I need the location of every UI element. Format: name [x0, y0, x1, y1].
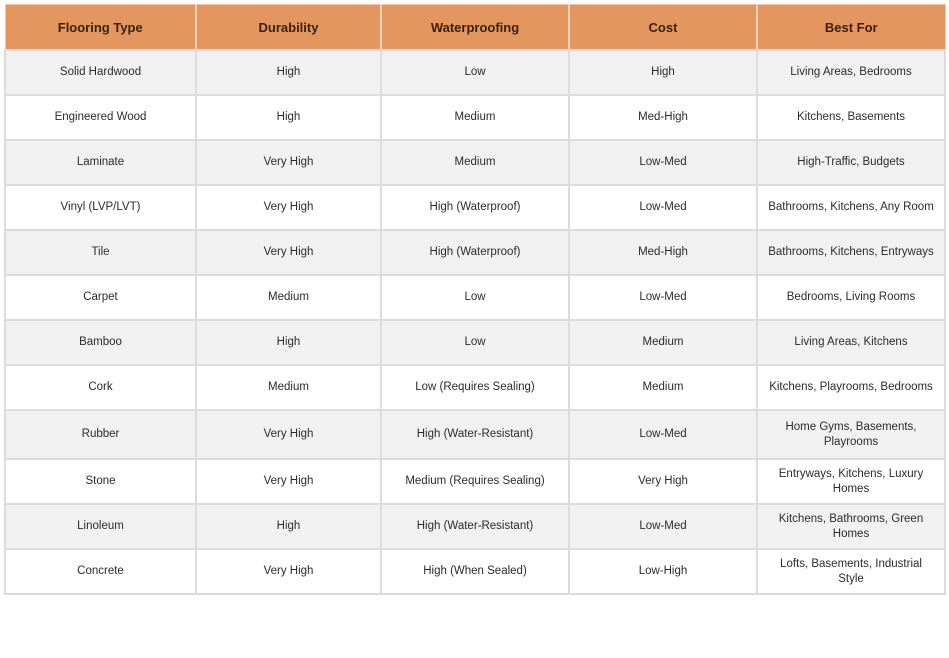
column-header-flooring-type: Flooring Type — [5, 5, 196, 51]
cell-flooring-type: Engineered Wood — [5, 95, 196, 140]
table-row — [5, 459, 945, 504]
table-row — [5, 365, 945, 410]
cell-best-for: Entryways, Kitchens, Luxury Homes — [757, 459, 945, 504]
cell-durability: Medium — [196, 365, 381, 410]
cell-waterproofing: Medium — [381, 95, 569, 140]
cell-flooring-type: Solid Hardwood — [5, 50, 196, 95]
cell-waterproofing: Low — [381, 275, 569, 320]
cell-best-for: Living Areas, Bedrooms — [757, 50, 945, 95]
cell-durability: Very High — [196, 185, 381, 230]
cell-durability: Very High — [196, 410, 381, 459]
cell-flooring-type: Tile — [5, 230, 196, 275]
cell-cost: Low-Med — [569, 275, 757, 320]
cell-waterproofing: High (Waterproof) — [381, 230, 569, 275]
cell-waterproofing: Low (Requires Sealing) — [381, 365, 569, 410]
table-row — [5, 410, 945, 459]
cell-flooring-type: Stone — [5, 459, 196, 504]
cell-cost: Medium — [569, 320, 757, 365]
cell-durability: Very High — [196, 140, 381, 185]
cell-durability: High — [196, 50, 381, 95]
cell-waterproofing: High (Waterproof) — [381, 185, 569, 230]
cell-best-for: Kitchens, Bathrooms, Green Homes — [757, 504, 945, 549]
cell-best-for: Bathrooms, Kitchens, Entryways — [757, 230, 945, 275]
cell-durability: High — [196, 320, 381, 365]
cell-cost: Med-High — [569, 95, 757, 140]
table-row — [5, 549, 945, 594]
column-header-durability: Durability — [196, 5, 381, 51]
cell-best-for: Lofts, Basements, Industrial Style — [757, 549, 945, 594]
cell-flooring-type: Linoleum — [5, 504, 196, 549]
cell-cost: Med-High — [569, 230, 757, 275]
cell-best-for: Home Gyms, Basements, Playrooms — [757, 410, 945, 459]
cell-durability: High — [196, 504, 381, 549]
cell-flooring-type: Concrete — [5, 549, 196, 594]
cell-durability: Very High — [196, 230, 381, 275]
cell-flooring-type: Cork — [5, 365, 196, 410]
cell-flooring-type: Rubber — [5, 410, 196, 459]
cell-cost: Medium — [569, 365, 757, 410]
cell-waterproofing: Low — [381, 50, 569, 95]
table-row — [5, 50, 945, 95]
cell-waterproofing: High (When Sealed) — [381, 549, 569, 594]
cell-waterproofing: High (Water-Resistant) — [381, 410, 569, 459]
cell-durability: Medium — [196, 275, 381, 320]
cell-best-for: Kitchens, Playrooms, Bedrooms — [757, 365, 945, 410]
table-row — [5, 504, 945, 549]
column-header-cost: Cost — [569, 5, 757, 51]
cell-durability: High — [196, 95, 381, 140]
cell-cost: Low-Med — [569, 185, 757, 230]
table-row — [5, 185, 945, 230]
flooring-comparison-table — [4, 4, 946, 595]
cell-flooring-type: Carpet — [5, 275, 196, 320]
cell-cost: Low-Med — [569, 504, 757, 549]
cell-best-for: Bedrooms, Living Rooms — [757, 275, 945, 320]
table-row — [5, 95, 945, 140]
cell-waterproofing: High (Water-Resistant) — [381, 504, 569, 549]
cell-waterproofing: Medium — [381, 140, 569, 185]
cell-cost: Low-Med — [569, 140, 757, 185]
column-header-waterproofing: Waterproofing — [381, 5, 569, 51]
cell-waterproofing: Medium (Requires Sealing) — [381, 459, 569, 504]
cell-flooring-type: Laminate — [5, 140, 196, 185]
column-header-best-for: Best For — [757, 5, 945, 51]
cell-cost: Low-High — [569, 549, 757, 594]
cell-waterproofing: Low — [381, 320, 569, 365]
cell-best-for: Bathrooms, Kitchens, Any Room — [757, 185, 945, 230]
cell-flooring-type: Vinyl (LVP/LVT) — [5, 185, 196, 230]
table-row — [5, 320, 945, 365]
header-row — [5, 5, 945, 51]
table-row — [5, 275, 945, 320]
table-row — [5, 230, 945, 275]
cell-best-for: High-Traffic, Budgets — [757, 140, 945, 185]
cell-flooring-type: Bamboo — [5, 320, 196, 365]
cell-best-for: Kitchens, Basements — [757, 95, 945, 140]
cell-cost: Low-Med — [569, 410, 757, 459]
cell-durability: Very High — [196, 459, 381, 504]
cell-durability: Very High — [196, 549, 381, 594]
cell-best-for: Living Areas, Kitchens — [757, 320, 945, 365]
cell-cost: Very High — [569, 459, 757, 504]
table-row — [5, 140, 945, 185]
cell-cost: High — [569, 50, 757, 95]
